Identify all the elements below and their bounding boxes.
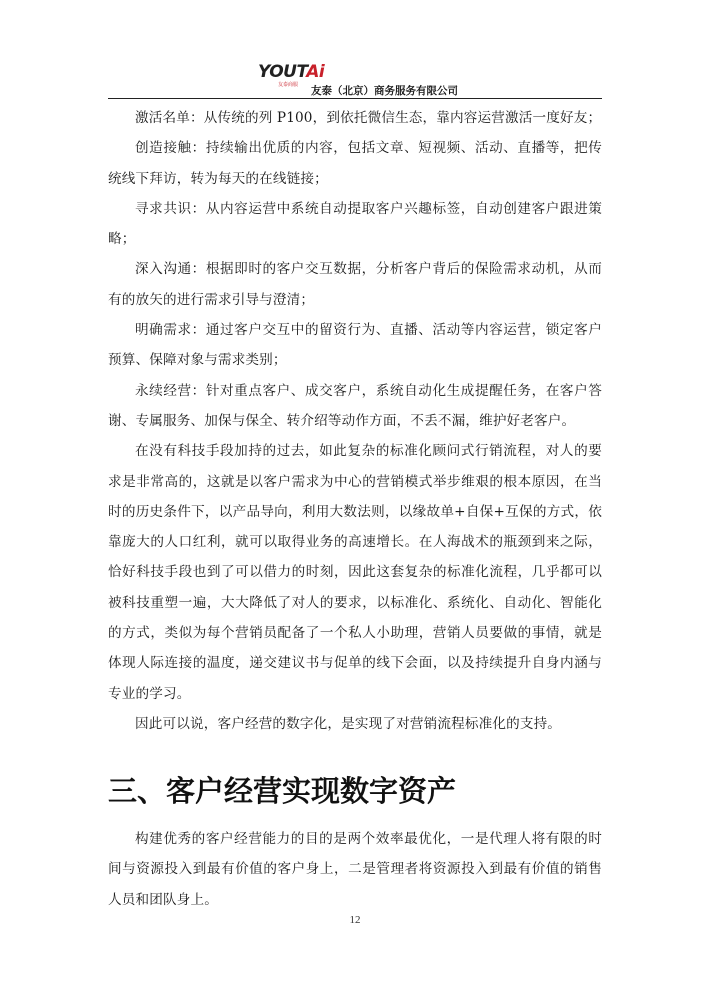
page-number: 12 bbox=[349, 914, 361, 926]
paragraph-sustained-operation: 永续经营：针对重点客户、成交客户，系统自动化生成提醒任务，在客户答谢、专属服务、加保与保全、转介绍等动作方面，不丢不漏，维护好老客户。 bbox=[108, 382, 602, 429]
logo-wordmark-accent: Ai bbox=[306, 62, 325, 82]
paragraph-seek-consensus: 寻求共识：从内容运营中系统自动提取客户兴趣标签，自动创建客户跟进策略； bbox=[108, 200, 602, 248]
paragraph-tech-history: 在没有科技手段加持的过去，如此复杂的标准化顾问式行销流程，对人的要求是非常高的，这就是以客户需求为中心的营销模式举步维艰的根本原因，在当时的历史条件下，以产品导向，利用大数法则，以缘故单+自保+互保的方式，依靠庞大的人口红利，就可以取得业务的高速增长。在人海战术的瓶颈到来之际，恰好科技手段也到了可以借力的时刻，因此这套复杂的标准化流程，几乎都可以被科技重塑一遍，大大降低了对人的要求，以标准化、系统化、自动化、智能化的方式，类似为每个营销员配备了一个私人小助理，营销人员要做的事情，就是体现人际连接的温度，递交建议书与促单的线下会面，以及持续提升自身内涵与专业的学习。 bbox=[108, 443, 602, 702]
paragraph-deep-communication: 深入沟通：根据即时的客户交互数据，分析客户背后的保险需求动机，从而有的放矢的进行需求引导与澄清； bbox=[108, 261, 602, 308]
section-heading: 三、客户经营实现数字资产 bbox=[108, 774, 457, 808]
logo-wordmark bbox=[258, 62, 324, 82]
header-divider bbox=[108, 98, 602, 99]
paragraph-section-intro: 构建优秀的客户经营能力的目的是两个效率最优化，一是代理人将有限的时间与资源投入到最有价值的客户身上，二是管理者将资源投入到最有价值的销售人员和团队身上。 bbox=[108, 831, 602, 908]
section-body bbox=[108, 824, 602, 915]
paragraph-clarify-needs: 明确需求：通过客户交互中的留资行为、直播、活动等内容运营，锁定客户预算、保障对象与需求类别； bbox=[108, 322, 602, 369]
youtai-logo bbox=[258, 62, 325, 92]
paragraph-activate-list: 激活名单：从传统的列 P100，到依托微信生态，靠内容运营激活一度好友； bbox=[135, 110, 602, 126]
logo-wordmark-main: YOUT bbox=[258, 62, 307, 82]
page-header bbox=[108, 62, 602, 100]
paragraph-create-contact: 创造接触：持续输出优质的内容，包括文章、短视频、活动、直播等，把传统线下拜访，转为每天的在线链接； bbox=[108, 140, 602, 187]
paragraph-conclusion: 因此可以说，客户经营的数字化，是实现了对营销流程标准化的支持。 bbox=[135, 715, 562, 732]
body-text bbox=[108, 103, 602, 739]
company-name: 友泰（北京）商务服务有限公司 bbox=[311, 85, 458, 97]
logo-subtitle: 友泰商服 bbox=[278, 82, 299, 88]
